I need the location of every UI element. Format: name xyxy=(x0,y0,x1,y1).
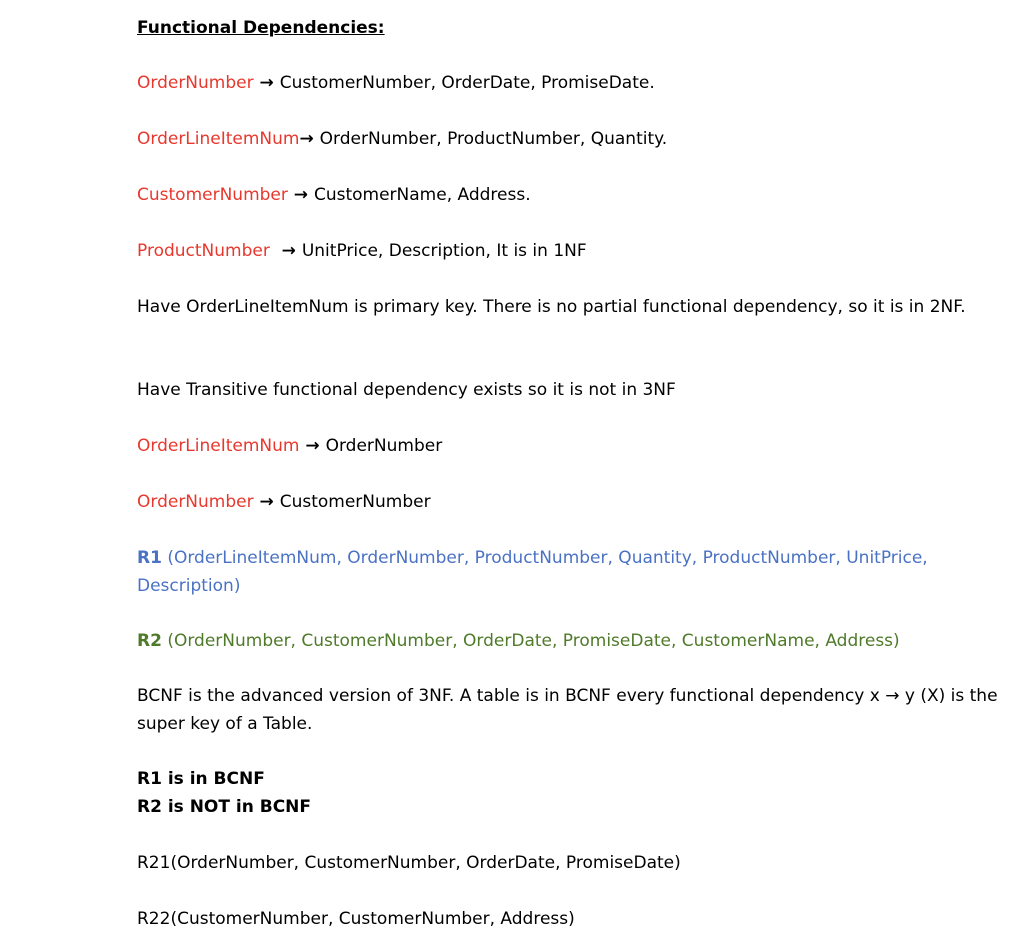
r2-bcnf-status: R2 is NOT in BCNF xyxy=(137,797,312,817)
relation-label: R1 xyxy=(137,548,162,568)
fd-lhs: OrderNumber xyxy=(137,73,254,93)
fd-rhs: CustomerNumber, OrderDate, PromiseDate. xyxy=(279,73,655,93)
paragraph-3nf: Have Transitive functional dependency exists so it is not in 3NF xyxy=(137,380,676,400)
arrow-icon: → xyxy=(299,129,320,149)
fd-lhs: ProductNumber xyxy=(137,241,270,261)
arrow-icon: → xyxy=(253,73,280,93)
fd-rhs: OrderNumber xyxy=(325,436,443,456)
fd-lhs: OrderNumber xyxy=(137,492,254,512)
paragraph-bcnf: BCNF is the advanced version of 3NF. A table is in BCNF every functional dependency x → y (X) is the super key of a Table. xyxy=(137,686,998,734)
relation-r21: R21(OrderNumber, CustomerNumber, OrderDate, PromiseDate) xyxy=(137,853,681,873)
transitive-dependency-1 xyxy=(137,432,442,460)
fd-product-number xyxy=(137,237,587,265)
fd-lhs: OrderLineItemNum xyxy=(137,436,300,456)
arrow-icon: → xyxy=(299,436,326,456)
fd-lhs: OrderLineItemNum xyxy=(137,129,300,149)
transitive-dependency-2 xyxy=(137,488,431,516)
fd-rhs: UnitPrice, Description, It is in 1NF xyxy=(301,241,587,261)
fd-order-number xyxy=(137,69,655,97)
relation-r1 xyxy=(137,544,1007,600)
arrow-icon: → xyxy=(269,241,302,261)
paragraph-2nf: Have OrderLineItemNum is primary key. There is no partial functional dependency, so it is in 2NF. xyxy=(137,297,966,317)
relation-r2 xyxy=(137,627,900,655)
fd-lhs: CustomerNumber xyxy=(137,185,288,205)
section-heading: Functional Dependencies: xyxy=(137,18,385,38)
r1-bcnf-status: R1 is in BCNF xyxy=(137,769,265,789)
relation-label: R2 xyxy=(137,631,162,651)
fd-rhs: CustomerNumber xyxy=(279,492,431,512)
arrow-icon: → xyxy=(287,185,314,205)
fd-customer-number xyxy=(137,181,531,209)
relation-attributes: (OrderLineItemNum, OrderNumber, ProductNumber, Quantity, ProductNumber, UnitPrice, Description) xyxy=(137,548,928,596)
fd-rhs: OrderNumber, ProductNumber, Quantity. xyxy=(319,129,668,149)
fd-rhs: CustomerName, Address. xyxy=(313,185,531,205)
relation-r22: R22(CustomerNumber, CustomerNumber, Address) xyxy=(137,909,575,929)
fd-order-line-item xyxy=(137,125,667,153)
arrow-icon: → xyxy=(253,492,280,512)
relation-attributes: (OrderNumber, CustomerNumber, OrderDate, PromiseDate, CustomerName, Address) xyxy=(161,631,900,651)
